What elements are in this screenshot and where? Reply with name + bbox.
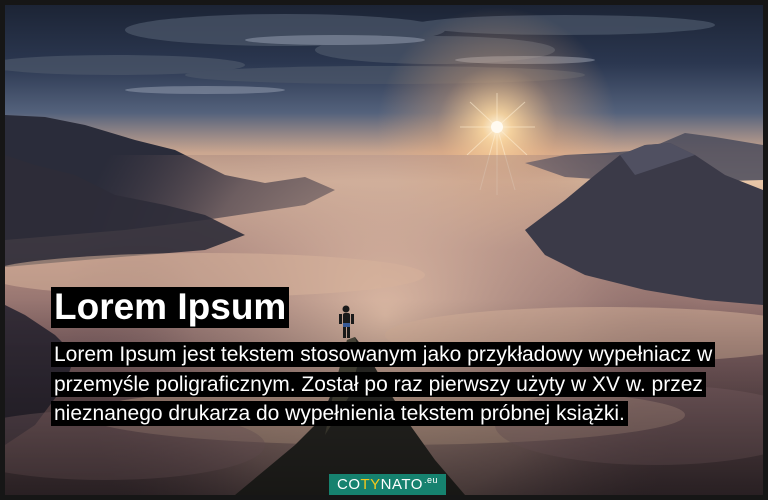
watermark-part-3: NATO xyxy=(380,476,423,493)
watermark-part-1: CO xyxy=(337,476,361,493)
hero-caption xyxy=(51,287,731,429)
watermark-tld: .eu xyxy=(423,475,438,485)
hero-title: Lorem Ipsum xyxy=(51,287,289,328)
hero-paragraph-text: Lorem Ipsum jest tekstem stosowanym jako przykładowy wypełniacz w przemyśle poligraficznym. Został po raz pierwszy użyty w XV w. przez nieznanego drukarza do wypełnienia tekstem próbnej książki. xyxy=(51,342,715,426)
hero-paragraph xyxy=(51,340,731,429)
watermark-logo xyxy=(329,474,446,496)
watermark-part-2: TY xyxy=(360,476,381,493)
